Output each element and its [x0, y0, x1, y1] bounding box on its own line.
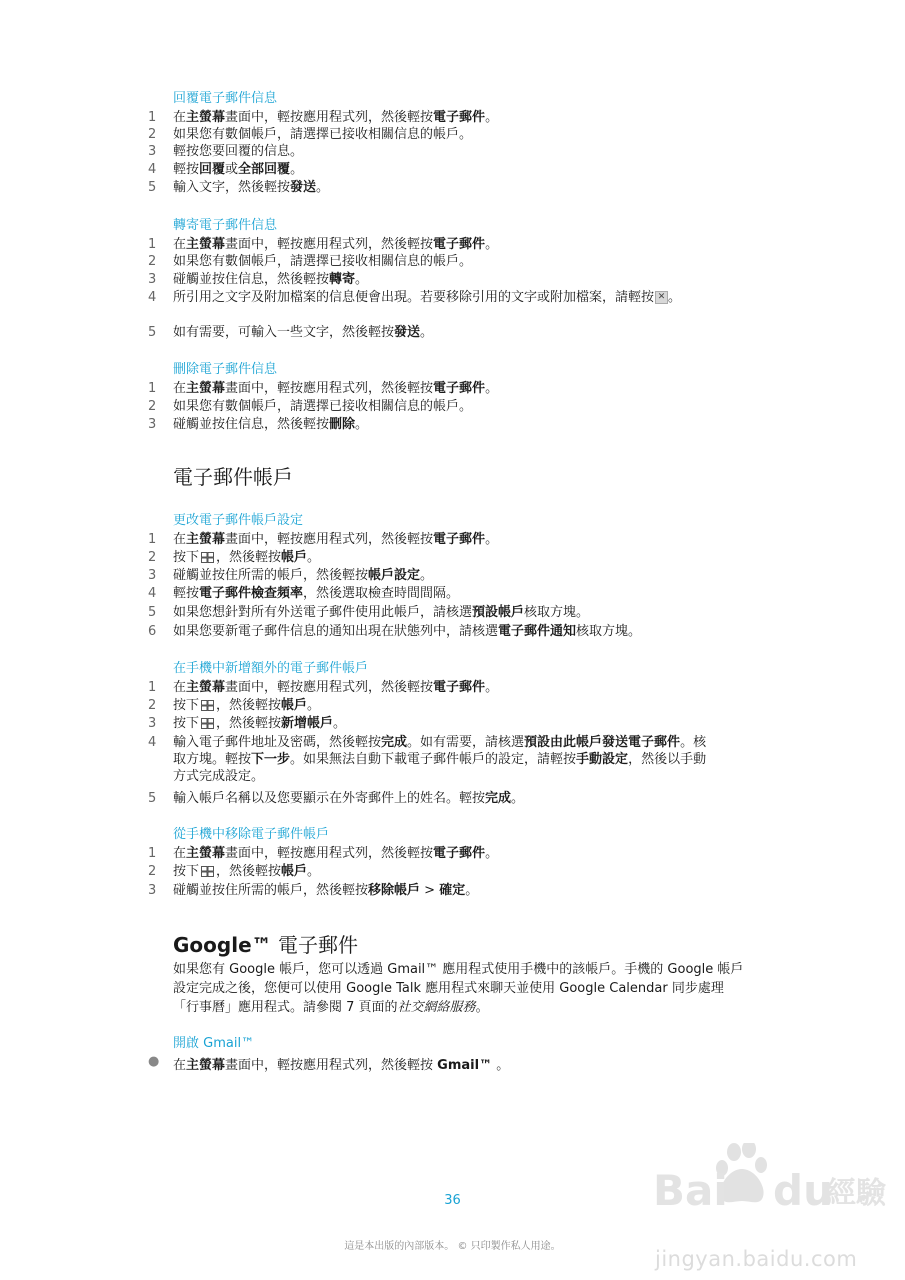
- section-heading-remove-account: 從手機中移除電子郵件帳戶: [173, 827, 330, 842]
- section-title-google-email: [173, 929, 358, 958]
- ui-term: 電子郵件: [433, 532, 486, 547]
- section-heading-forward: 轉寄電子郵件信息: [173, 218, 278, 233]
- ui-term: 回覆: [199, 162, 226, 177]
- menu-key-icon: [201, 700, 214, 711]
- google-paragraph: 如果您有 Google 帳戶，您可以透過 Gmail™ 應用程式使用手機中的該帳戶。手機的 Google 帳戶設定完成之後，您便可以使用 Google Talk 應用程式來聊天並使用 Google Calendar 同步處理「行事曆」應用程式。請參閱 7 頁面的社交網絡服務。: [173, 962, 744, 1015]
- ui-term: 電子郵件: [433, 110, 486, 125]
- ui-term: 新增帳戶: [281, 716, 334, 731]
- ui-term: 移除帳戶: [368, 883, 421, 898]
- list-item: 5 如有需要，可輸入一些文字，然後輕按發送。: [148, 325, 434, 340]
- list-item: ● 在主螢幕畫面中，輕按應用程式列，然後輕按 Gmail™ 。: [148, 1054, 510, 1073]
- list-item: 2 按下 ，然後輕按帳戶。: [148, 864, 321, 879]
- cross-reference: 社交網絡服務: [397, 1000, 476, 1015]
- list-item: 2 如果您有數個帳戶，請選擇已接收相關信息的帳戶。: [148, 399, 473, 414]
- bullet-icon: ●: [148, 1054, 160, 1069]
- ui-term: 電子郵件: [433, 680, 486, 695]
- list-item: 1 在主螢幕畫面中，輕按應用程式列，然後輕按電子郵件。: [148, 237, 499, 252]
- ui-term: 電子郵件: [433, 237, 486, 252]
- watermark-url: jingyan.baidu.com: [655, 1247, 858, 1271]
- ui-term: 主螢幕: [186, 110, 226, 125]
- ui-term: 主螢幕: [186, 846, 226, 861]
- list-item: 3 按下 ，然後輕按新增帳戶。: [148, 716, 347, 731]
- google-title-rest: 電子郵件: [271, 933, 358, 957]
- page-number: 36: [444, 1193, 461, 1208]
- footer-notice: 這是本出版的內部版本。 © 只印製作私人用途。: [344, 1241, 561, 1252]
- svg-text:du: du: [773, 1166, 833, 1215]
- remove-attachment-icon: ✕: [655, 291, 668, 304]
- list-item: 1 在主螢幕畫面中，輕按應用程式列，然後輕按電子郵件。: [148, 680, 499, 695]
- ui-term: 電子郵件通知: [498, 624, 577, 639]
- section-heading-change-settings: 更改電子郵件帳戶設定: [173, 513, 304, 528]
- menu-key-icon: [201, 866, 214, 877]
- list-item: 4 輸入電子郵件地址及密碼，然後輕按完成。如有需要，請核選預設由此帳戶發送電子郵件。核取方塊。輕按下一步。如果無法自動下載電子郵件帳戶的設定，請輕按手動設定，然後以手動方式完成設定。: [148, 735, 707, 784]
- list-item: 3 碰觸並按住信息，然後輕按刪除。: [148, 417, 369, 432]
- list-item: 3 輕按您要回覆的信息。: [148, 144, 304, 159]
- svg-text:Bai: Bai: [653, 1166, 728, 1215]
- google-title-bold: Google™: [173, 933, 272, 957]
- ui-term: 預設帳戶: [472, 605, 525, 620]
- section-title-email-accounts: 電子郵件帳戶: [173, 465, 293, 489]
- ui-term: 帳戶設定: [368, 568, 421, 583]
- ui-term: 發送: [394, 325, 421, 340]
- ui-term: 轉寄: [329, 272, 356, 287]
- ui-term: Gmail™: [437, 1058, 493, 1073]
- list-item: 6 如果您要新電子郵件信息的通知出現在狀態列中，請核選電子郵件通知核取方塊。: [148, 624, 642, 639]
- ui-term: 帳戶: [281, 550, 308, 565]
- ui-term: 帳戶: [281, 698, 308, 713]
- list-item: 5 如果您想針對所有外送電子郵件使用此帳戶，請核選預設帳戶核取方塊。: [148, 605, 590, 620]
- ui-term: 下一步: [251, 752, 291, 767]
- list-item: 5 輸入帳戶名稱以及您要顯示在外寄郵件上的姓名。輕按完成。: [148, 791, 525, 806]
- list-item: 1 在主螢幕畫面中，輕按應用程式列，然後輕按電子郵件。: [148, 846, 499, 861]
- ui-term: 刪除: [329, 417, 356, 432]
- section-heading-delete: 刪除電子郵件信息: [173, 362, 278, 377]
- list-item: 5 輸入文字，然後輕按發送。: [148, 180, 330, 195]
- section-heading-add-account: 在手機中新增額外的電子郵件帳戶: [173, 661, 369, 676]
- list-item: 4 輕按電子郵件檢查頻率，然後選取檢查時間間隔。: [148, 586, 460, 601]
- ui-term: 發送: [290, 180, 317, 195]
- list-item: 3 碰觸並按住信息，然後輕按轉寄。: [148, 272, 369, 287]
- list-item: 1 在主螢幕畫面中，輕按應用程式列，然後輕按電子郵件。: [148, 381, 499, 396]
- ui-term: 確定: [439, 883, 466, 898]
- svg-text:經驗: 經驗: [826, 1176, 886, 1211]
- ui-term: 主螢幕: [186, 680, 226, 695]
- menu-key-icon: [201, 718, 214, 729]
- ui-term: 完成: [485, 791, 512, 806]
- ui-term: 電子郵件: [433, 381, 486, 396]
- list-item: 4 輕按回覆或全部回覆。: [148, 162, 304, 177]
- list-item: 2 如果您有數個帳戶，請選擇已接收相關信息的帳戶。: [148, 254, 473, 269]
- list-item: 2 按下 ，然後輕按帳戶。: [148, 698, 321, 713]
- list-item: 3 碰觸並按住所需的帳戶，然後輕按移除帳戶 > 確定。: [148, 883, 479, 898]
- ui-term: 完成: [381, 735, 408, 750]
- ui-term: 電子郵件: [433, 846, 486, 861]
- list-item: 2 按下 ，然後輕按帳戶。: [148, 550, 321, 565]
- ui-term: 手動設定: [576, 752, 629, 767]
- section-heading-open-gmail: 開啟 Gmail™: [173, 1036, 255, 1051]
- list-item: 1 在主螢幕畫面中，輕按應用程式列，然後輕按電子郵件。: [148, 110, 499, 125]
- ui-term: 全部回覆: [238, 162, 291, 177]
- ui-term: 預設由此帳戶發送電子郵件: [524, 735, 681, 750]
- ui-term: 帳戶: [281, 864, 308, 879]
- ui-term: 主螢幕: [186, 237, 226, 252]
- ui-term: 主螢幕: [186, 381, 226, 396]
- section-heading-reply: 回覆電子郵件信息: [173, 91, 278, 106]
- ui-term: 主螢幕: [186, 1058, 226, 1073]
- list-item: 3 碰觸並按住所需的帳戶，然後輕按帳戶設定。: [148, 568, 434, 583]
- ui-term: 電子郵件檢查頻率: [199, 586, 304, 601]
- list-item: 1 在主螢幕畫面中，輕按應用程式列，然後輕按電子郵件。: [148, 532, 499, 547]
- menu-key-icon: [201, 552, 214, 563]
- list-item: 2 如果您有數個帳戶，請選擇已接收相關信息的帳戶。: [148, 127, 473, 142]
- ui-term: 主螢幕: [186, 532, 226, 547]
- list-item: 4 所引用之文字及附加檔案的信息便會出現。若要移除引用的文字或附加檔案，請輕按 ✕ 。: [148, 290, 682, 305]
